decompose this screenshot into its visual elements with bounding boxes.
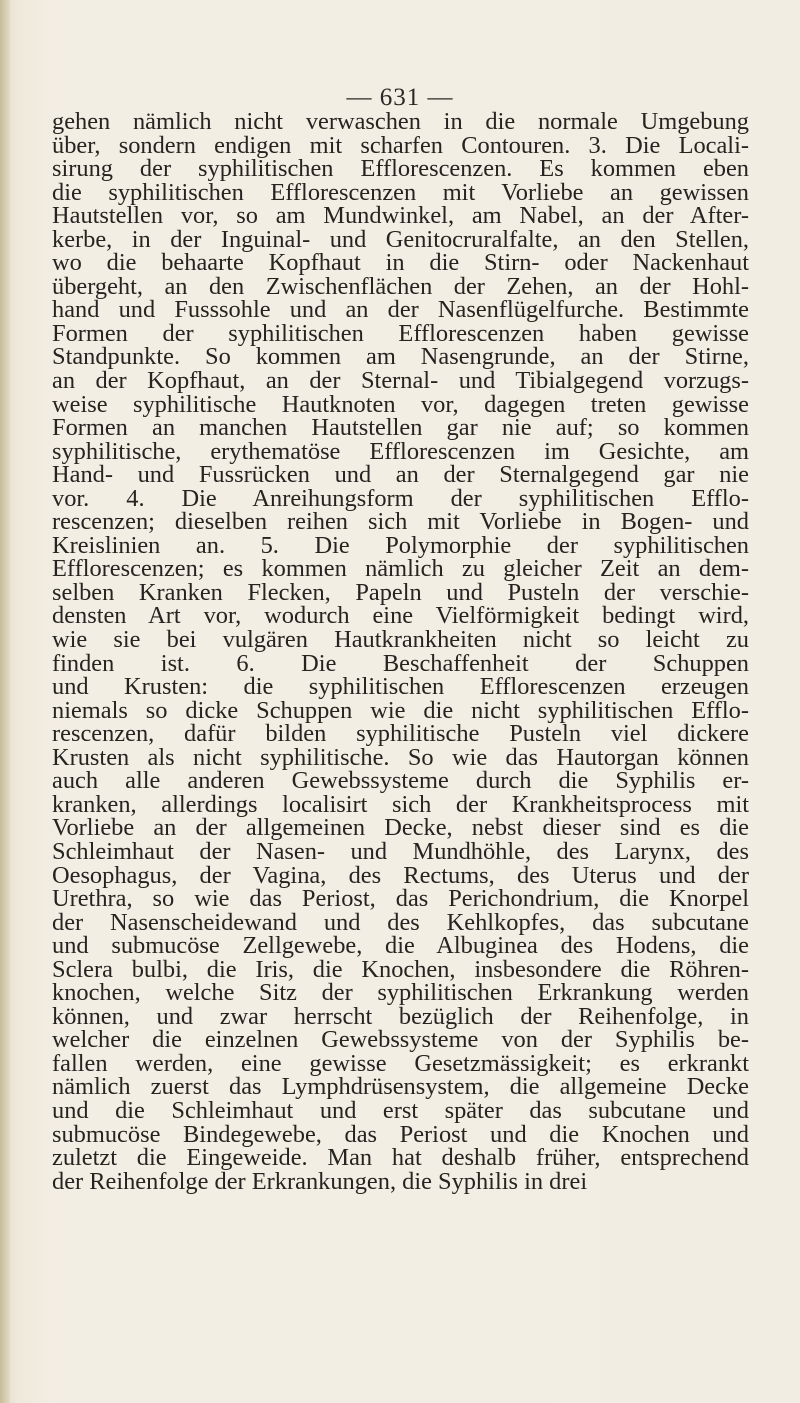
text-line: und submucöse Zellgewebe, die Albuginea des Hodens, die: [52, 932, 749, 960]
text-line: kerbe, in der Inguinal- und Genitocruralfalte, an den Stellen,: [52, 225, 749, 253]
text-line: Kreislinien an. 5. Die Polymorphie der syphilitischen: [52, 531, 749, 559]
text-line: sirung der syphilitischen Efflorescenzen. Es kommen eben: [52, 155, 749, 183]
text-line: Schleimhaut der Nasen- und Mundhöhle, des Larynx, des: [52, 837, 749, 865]
text-line: Vorliebe an der allgemeinen Decke, nebst dieser sind es die: [52, 814, 749, 842]
text-line: finden ist. 6. Die Beschaffenheit der Schuppen: [52, 649, 749, 677]
text-line: fallen werden, eine gewisse Gesetzmässigkeit; es erkrankt: [52, 1049, 749, 1077]
text-line: Standpunkte. So kommen am Nasengrunde, an der Stirne,: [52, 343, 749, 371]
text-line: an der Kopfhaut, an der Sternal- und Tibialgegend vorzugs-: [52, 367, 749, 395]
text-line: Efflorescenzen; es kommen nämlich zu gleicher Zeit an dem-: [52, 555, 749, 583]
text-line: densten Art vor, wodurch eine Vielförmigkeit bedingt wird,: [52, 602, 749, 630]
text-line: niemals so dicke Schuppen wie die nicht syphilitischen Efflo-: [52, 696, 749, 724]
text-line: Urethra, so wie das Periost, das Perichondrium, die Knorpel: [52, 885, 749, 913]
text-line: übergeht, an den Zwischenflächen der Zehen, an der Hohl-: [52, 272, 749, 300]
page-binding-edge: [0, 0, 10, 1403]
text-line: wo die behaarte Kopfhaut in die Stirn- oder Nackenhaut: [52, 249, 749, 277]
text-line: knochen, welche Sitz der syphilitischen Erkrankung werden: [52, 979, 749, 1007]
text-line: und die Schleimhaut und erst später das subcutane und: [52, 1096, 749, 1124]
text-line: Hand- und Fussrücken und an der Sternalgegend gar nie: [52, 461, 749, 489]
body-text: [52, 110, 749, 1193]
text-line: wie sie bei vulgären Hautkrankheiten nicht so leicht zu: [52, 626, 749, 654]
text-line: submucöse Bindegewebe, das Periost und die Knochen und: [52, 1120, 749, 1148]
text-line: der Reihenfolge der Erkrankungen, die Syphilis in drei: [52, 1167, 588, 1195]
text-line: auch alle anderen Gewebssysteme durch die Syphilis er-: [52, 767, 749, 795]
text-line: Krusten als nicht syphilitische. So wie das Hautorgan können: [52, 743, 749, 771]
text-line: welcher die einzelnen Gewebssysteme von der Syphilis be-: [52, 1026, 749, 1054]
text-line: Formen an manchen Hautstellen gar nie auf; so kommen: [52, 414, 749, 442]
text-line: syphilitische, erythematöse Efflorescenzen im Gesichte, am: [52, 437, 749, 465]
text-line: über, sondern endigen mit scharfen Contouren. 3. Die Locali-: [52, 131, 749, 159]
text-line: Oesophagus, der Vagina, des Rectums, des Uterus und der: [52, 861, 749, 889]
text-line: die syphilitischen Efflorescenzen mit Vorliebe an gewissen: [52, 178, 749, 206]
text-line: Sclera bulbi, die Iris, die Knochen, insbesondere die Röhren-: [52, 955, 749, 983]
text-line: der Nasenscheidewand und des Kehlkopfes, das subcutane: [52, 908, 749, 936]
page-number: — 631 —: [346, 84, 454, 111]
text-line: weise syphilitische Hautknoten vor, dagegen treten gewisse: [52, 390, 749, 418]
text-line: rescenzen, dafür bilden syphilitische Pusteln viel dickere: [52, 720, 749, 748]
text-line: selben Kranken Flecken, Papeln und Pusteln der verschie-: [52, 578, 749, 606]
text-line: rescenzen; dieselben reihen sich mit Vorliebe in Bogen- und: [52, 508, 749, 536]
text-line: können, und zwar herrscht bezüglich der Reihenfolge, in: [52, 1002, 749, 1030]
text-line: kranken, allerdings localisirt sich der Krankheitsprocess mit: [52, 790, 749, 818]
text-line: nämlich zuerst das Lymphdrüsensystem, die allgemeine Decke: [52, 1073, 749, 1101]
text-line: vor. 4. Die Anreihungsform der syphilitischen Efflo-: [52, 484, 749, 512]
text-line: Formen der syphilitischen Efflorescenzen haben gewisse: [52, 319, 749, 347]
text-line: zuletzt die Eingeweide. Man hat deshalb früher, entsprechend: [52, 1144, 749, 1172]
text-line: Hautstellen vor, so am Mundwinkel, am Nabel, an der After-: [52, 202, 749, 230]
text-line: und Krusten: die syphilitischen Efflorescenzen erzeugen: [52, 673, 749, 701]
text-line: hand und Fusssohle und an der Nasenflügelfurche. Bestimmte: [52, 296, 749, 324]
text-line: gehen nämlich nicht verwaschen in die normale Umgebung: [52, 108, 749, 135]
